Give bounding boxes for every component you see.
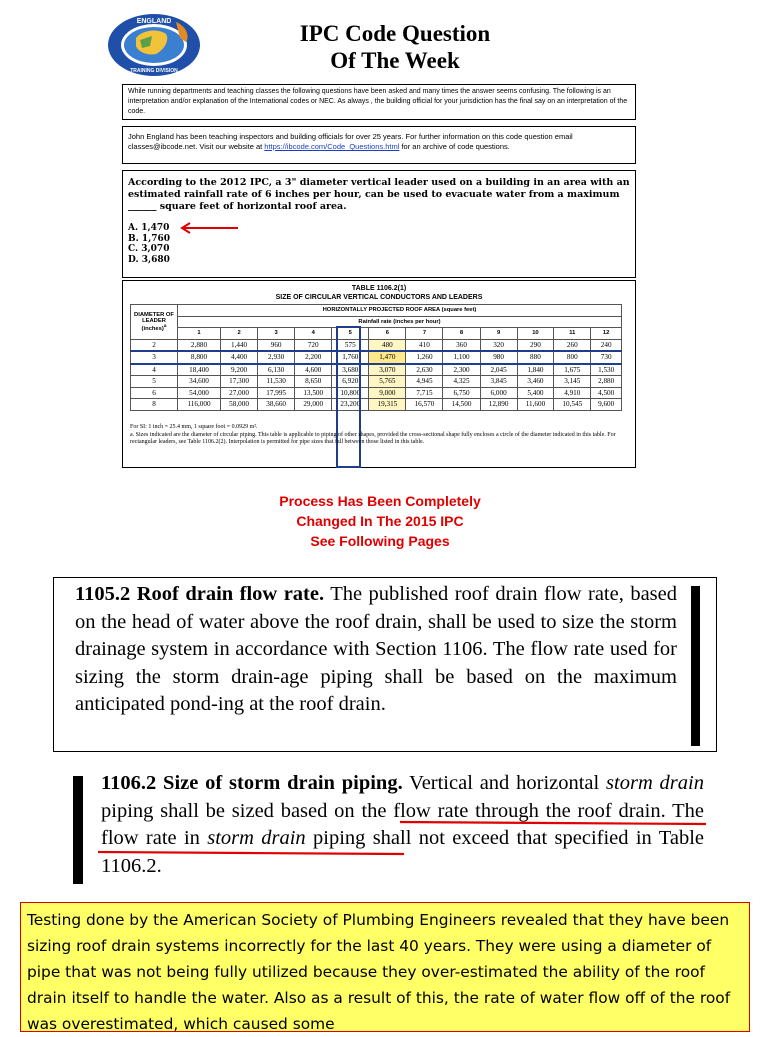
diameter-cell: 8 (131, 399, 178, 411)
aspe-note-box (20, 902, 750, 1032)
table-caption: SIZE OF CIRCULAR VERTICAL CONDUCTORS AND LEADERS (275, 294, 483, 301)
area-cell: 8,650 (295, 376, 332, 388)
area-cell: 260 (554, 339, 591, 351)
area-cell: 1,760 (332, 351, 369, 364)
rainfall-rate-5: 5 (332, 328, 369, 340)
choice-b: B. 1,760 (128, 233, 171, 244)
diameter-cell: 3 (131, 351, 178, 364)
notice-line-2: Changed In The 2015 IPC (296, 513, 464, 529)
area-cell: 4,600 (295, 364, 332, 376)
notice-line-1: Process Has Been Completely (279, 493, 481, 509)
area-cell: 2,880 (178, 339, 221, 351)
area-cell: 6,920 (332, 376, 369, 388)
area-cell: 6,750 (443, 387, 480, 399)
area-cell: 5,765 (369, 376, 406, 388)
rainfall-rate-8: 8 (443, 328, 480, 340)
rainfall-rate-11: 11 (554, 328, 591, 340)
intro-text: While running departments and teaching classes the following questions have been asked and many times the answer seems confusing. The following is an interpretation and/or explanation of the International codes or NEC. As always , the building official for your jurisdiction has the final say on an interpretation of the code. (128, 88, 628, 115)
answer-arrow-icon (178, 222, 240, 234)
section-1105-body: The published roof drain flow rate, based on the head of water above the roof drain, shall be used to size the storm drainage system in accordance with Section 1106. The flow rate used for sizing the storm drain-age piping shall be based on the maximum anticipated pond-ing at the roof drain. (75, 583, 677, 715)
area-cell: 320 (480, 339, 517, 351)
author-text-after: for an archive of code questions. (399, 142, 510, 151)
title-line-1: IPC Code Question (299, 21, 491, 46)
table-title (122, 284, 636, 302)
area-cell: 3,680 (332, 364, 369, 376)
area-cell: 4,945 (406, 376, 443, 388)
area-cell: 720 (295, 339, 332, 351)
area-cell: 480 (369, 339, 406, 351)
area-cell: 5,400 (517, 387, 554, 399)
area-cell: 58,000 (221, 399, 258, 411)
area-cell: 29,000 (295, 399, 332, 411)
area-cell: 38,660 (258, 399, 295, 411)
diameter-cell: 2 (131, 339, 178, 351)
area-cell: 2,880 (591, 376, 622, 388)
area-cell: 18,400 (178, 364, 221, 376)
choice-c: C. 3,070 (128, 244, 170, 254)
rainfall-rate-4: 4 (295, 328, 332, 340)
author-text: John England has been teaching inspectors and building officials for over 25 years. For further information on this code question email classes@ibcode.net. Visit our website at (128, 132, 573, 151)
area-cell: 3,145 (554, 376, 591, 388)
area-cell: 880 (517, 351, 554, 364)
red-underline (400, 820, 706, 826)
area-cell: 4,400 (221, 351, 258, 364)
author-box (122, 126, 636, 164)
area-cell: 1,530 (591, 364, 622, 376)
area-cell: 9,000 (369, 387, 406, 399)
storm-drain-term: storm drain (207, 827, 306, 849)
area-cell: 4,500 (591, 387, 622, 399)
choice-d: D. 3,680 (128, 254, 170, 265)
area-cell: 1,840 (517, 364, 554, 376)
red-underline (98, 849, 404, 857)
area-cell: 6,130 (258, 364, 295, 376)
title-line-2: Of The Week (330, 48, 460, 73)
rate-header-row (131, 328, 622, 340)
area-cell: 2,300 (443, 364, 480, 376)
area-cell: 800 (554, 351, 591, 364)
area-cell: 116,000 (178, 399, 221, 411)
area-cell: 730 (591, 351, 622, 364)
area-cell: 4,910 (554, 387, 591, 399)
area-cell: 9,600 (591, 399, 622, 411)
area-cell: 34,600 (178, 376, 221, 388)
diameter-header: DIAMETER OF LEADER (inches)$^a$ (131, 305, 178, 340)
area-cell: 17,300 (221, 376, 258, 388)
roof-area-header: HORIZONTALLY PROJECTED ROOF AREA (square feet) (178, 305, 622, 317)
area-cell: 23,200 (332, 399, 369, 411)
area-cell: 1,470 (369, 351, 406, 364)
table-note-a: a. Sizes indicated are the diameter of circular piping. This table is applicable to piping of other shapes, provided the cross-sectional shape fully encloses a circle of the diameter indicated in this table. For rectangular leaders, see Table 1106.2(2). Interpolation is permitted for pipe sizes that fall between those listed in this table. (130, 431, 616, 445)
area-cell: 290 (517, 339, 554, 351)
area-cell: 11,530 (258, 376, 295, 388)
page-title (250, 20, 540, 74)
area-cell: 7,715 (406, 387, 443, 399)
diameter-cell: 4 (131, 364, 178, 376)
change-bar (691, 586, 700, 746)
area-cell: 27,000 (221, 387, 258, 399)
area-cell: 575 (332, 339, 369, 351)
area-cell: 3,460 (517, 376, 554, 388)
table-note-si: For SI: 1 inch = 25.4 mm, 1 square foot = 0.0929 m². (130, 424, 258, 430)
area-cell: 12,890 (480, 399, 517, 411)
area-cell: 1,100 (443, 351, 480, 364)
area-cell: 960 (258, 339, 295, 351)
section-1106-heading: 1106.2 Size of storm drain piping. (101, 772, 403, 794)
table-notes (130, 424, 622, 447)
table-body (131, 339, 622, 410)
area-cell: 10,545 (554, 399, 591, 411)
rainfall-rate-2: 2 (221, 328, 258, 340)
rainfall-rate-header: Rainfall rate (inches per hour) (178, 316, 622, 328)
area-cell: 6,000 (480, 387, 517, 399)
england-training-division-logo (106, 12, 202, 78)
notice-line-3: See Following Pages (310, 533, 450, 549)
svg-text:TRAINING DIVISION: TRAINING DIVISION (130, 68, 178, 74)
rainfall-rate-12: 12 (591, 328, 622, 340)
intro-box (122, 84, 636, 120)
area-cell: 10,800 (332, 387, 369, 399)
area-cell: 54,000 (178, 387, 221, 399)
area-cell: 14,500 (443, 399, 480, 411)
section-1106-part-2: piping shall be sized based on the flow rate through the roof drain. The flow rate in (101, 799, 704, 849)
area-cell: 4,325 (443, 376, 480, 388)
area-cell: 11,600 (517, 399, 554, 411)
rainfall-rate-10: 10 (517, 328, 554, 340)
area-cell: 19,315 (369, 399, 406, 411)
area-cell: 8,800 (178, 351, 221, 364)
table-number: TABLE 1106.2(1) (351, 285, 407, 292)
area-cell: 1,675 (554, 364, 591, 376)
svg-text:ENGLAND: ENGLAND (136, 18, 172, 25)
area-cell: 1,440 (221, 339, 258, 351)
section-1106-part-3: piping shall not exceed that specified in Table 1106.2. (101, 827, 704, 877)
rainfall-rate-6: 6 (369, 328, 406, 340)
area-cell: 1,260 (406, 351, 443, 364)
storm-drain-term: storm drain (606, 772, 704, 794)
aspe-note-text: Testing done by the American Society of Plumbing Engineers revealed that they have been sizing roof drain systems incorrectly for the last 40 years. They were using a diameter of pipe that was not being fully utilized because they over-estimated the ability of the roof drain itself to handle the water. Also as a result of this, the rate of water flow off of the roof was overestimated, which caused some (27, 911, 731, 1033)
diameter-cell: 5 (131, 376, 178, 388)
change-notice (200, 491, 560, 551)
area-cell: 2,930 (258, 351, 295, 364)
code-questions-link[interactable]: https://ibcode.com/Code_Questions.html (264, 142, 400, 151)
rainfall-rate-9: 9 (480, 328, 517, 340)
area-cell: 410 (406, 339, 443, 351)
area-cell: 13,500 (295, 387, 332, 399)
table-row (131, 339, 622, 351)
rainfall-rate-3: 3 (258, 328, 295, 340)
rainfall-rate-7: 7 (406, 328, 443, 340)
change-bar (73, 776, 83, 884)
area-cell: 2,200 (295, 351, 332, 364)
question-text: According to the 2012 IPC, a 3" diameter vertical leader used on a building in an area with an estimated rainfall rate of 6 inches per hour, can be used to evacuate water from a maximum ______ square feet of horizontal roof area. (128, 177, 630, 212)
table-row (131, 364, 622, 376)
table-row (131, 399, 622, 411)
rainfall-rate-1: 1 (178, 328, 221, 340)
table-row (131, 351, 622, 364)
area-cell: 2,045 (480, 364, 517, 376)
choice-a: A. 1,470 (128, 223, 170, 233)
section-1105-text (75, 581, 677, 719)
area-cell: 3,845 (480, 376, 517, 388)
leader-size-table (130, 304, 622, 411)
area-cell: 360 (443, 339, 480, 351)
area-cell: 9,200 (221, 364, 258, 376)
area-cell: 3,070 (369, 364, 406, 376)
area-cell: 17,995 (258, 387, 295, 399)
diameter-cell: 6 (131, 387, 178, 399)
table-row (131, 387, 622, 399)
area-cell: 980 (480, 351, 517, 364)
area-cell: 2,630 (406, 364, 443, 376)
area-cell: 240 (591, 339, 622, 351)
section-1105-heading: 1105.2 Roof drain flow rate. (75, 583, 325, 605)
table-row (131, 376, 622, 388)
section-1106-part-1: Vertical and horizontal (402, 772, 607, 794)
area-cell: 16,570 (406, 399, 443, 411)
